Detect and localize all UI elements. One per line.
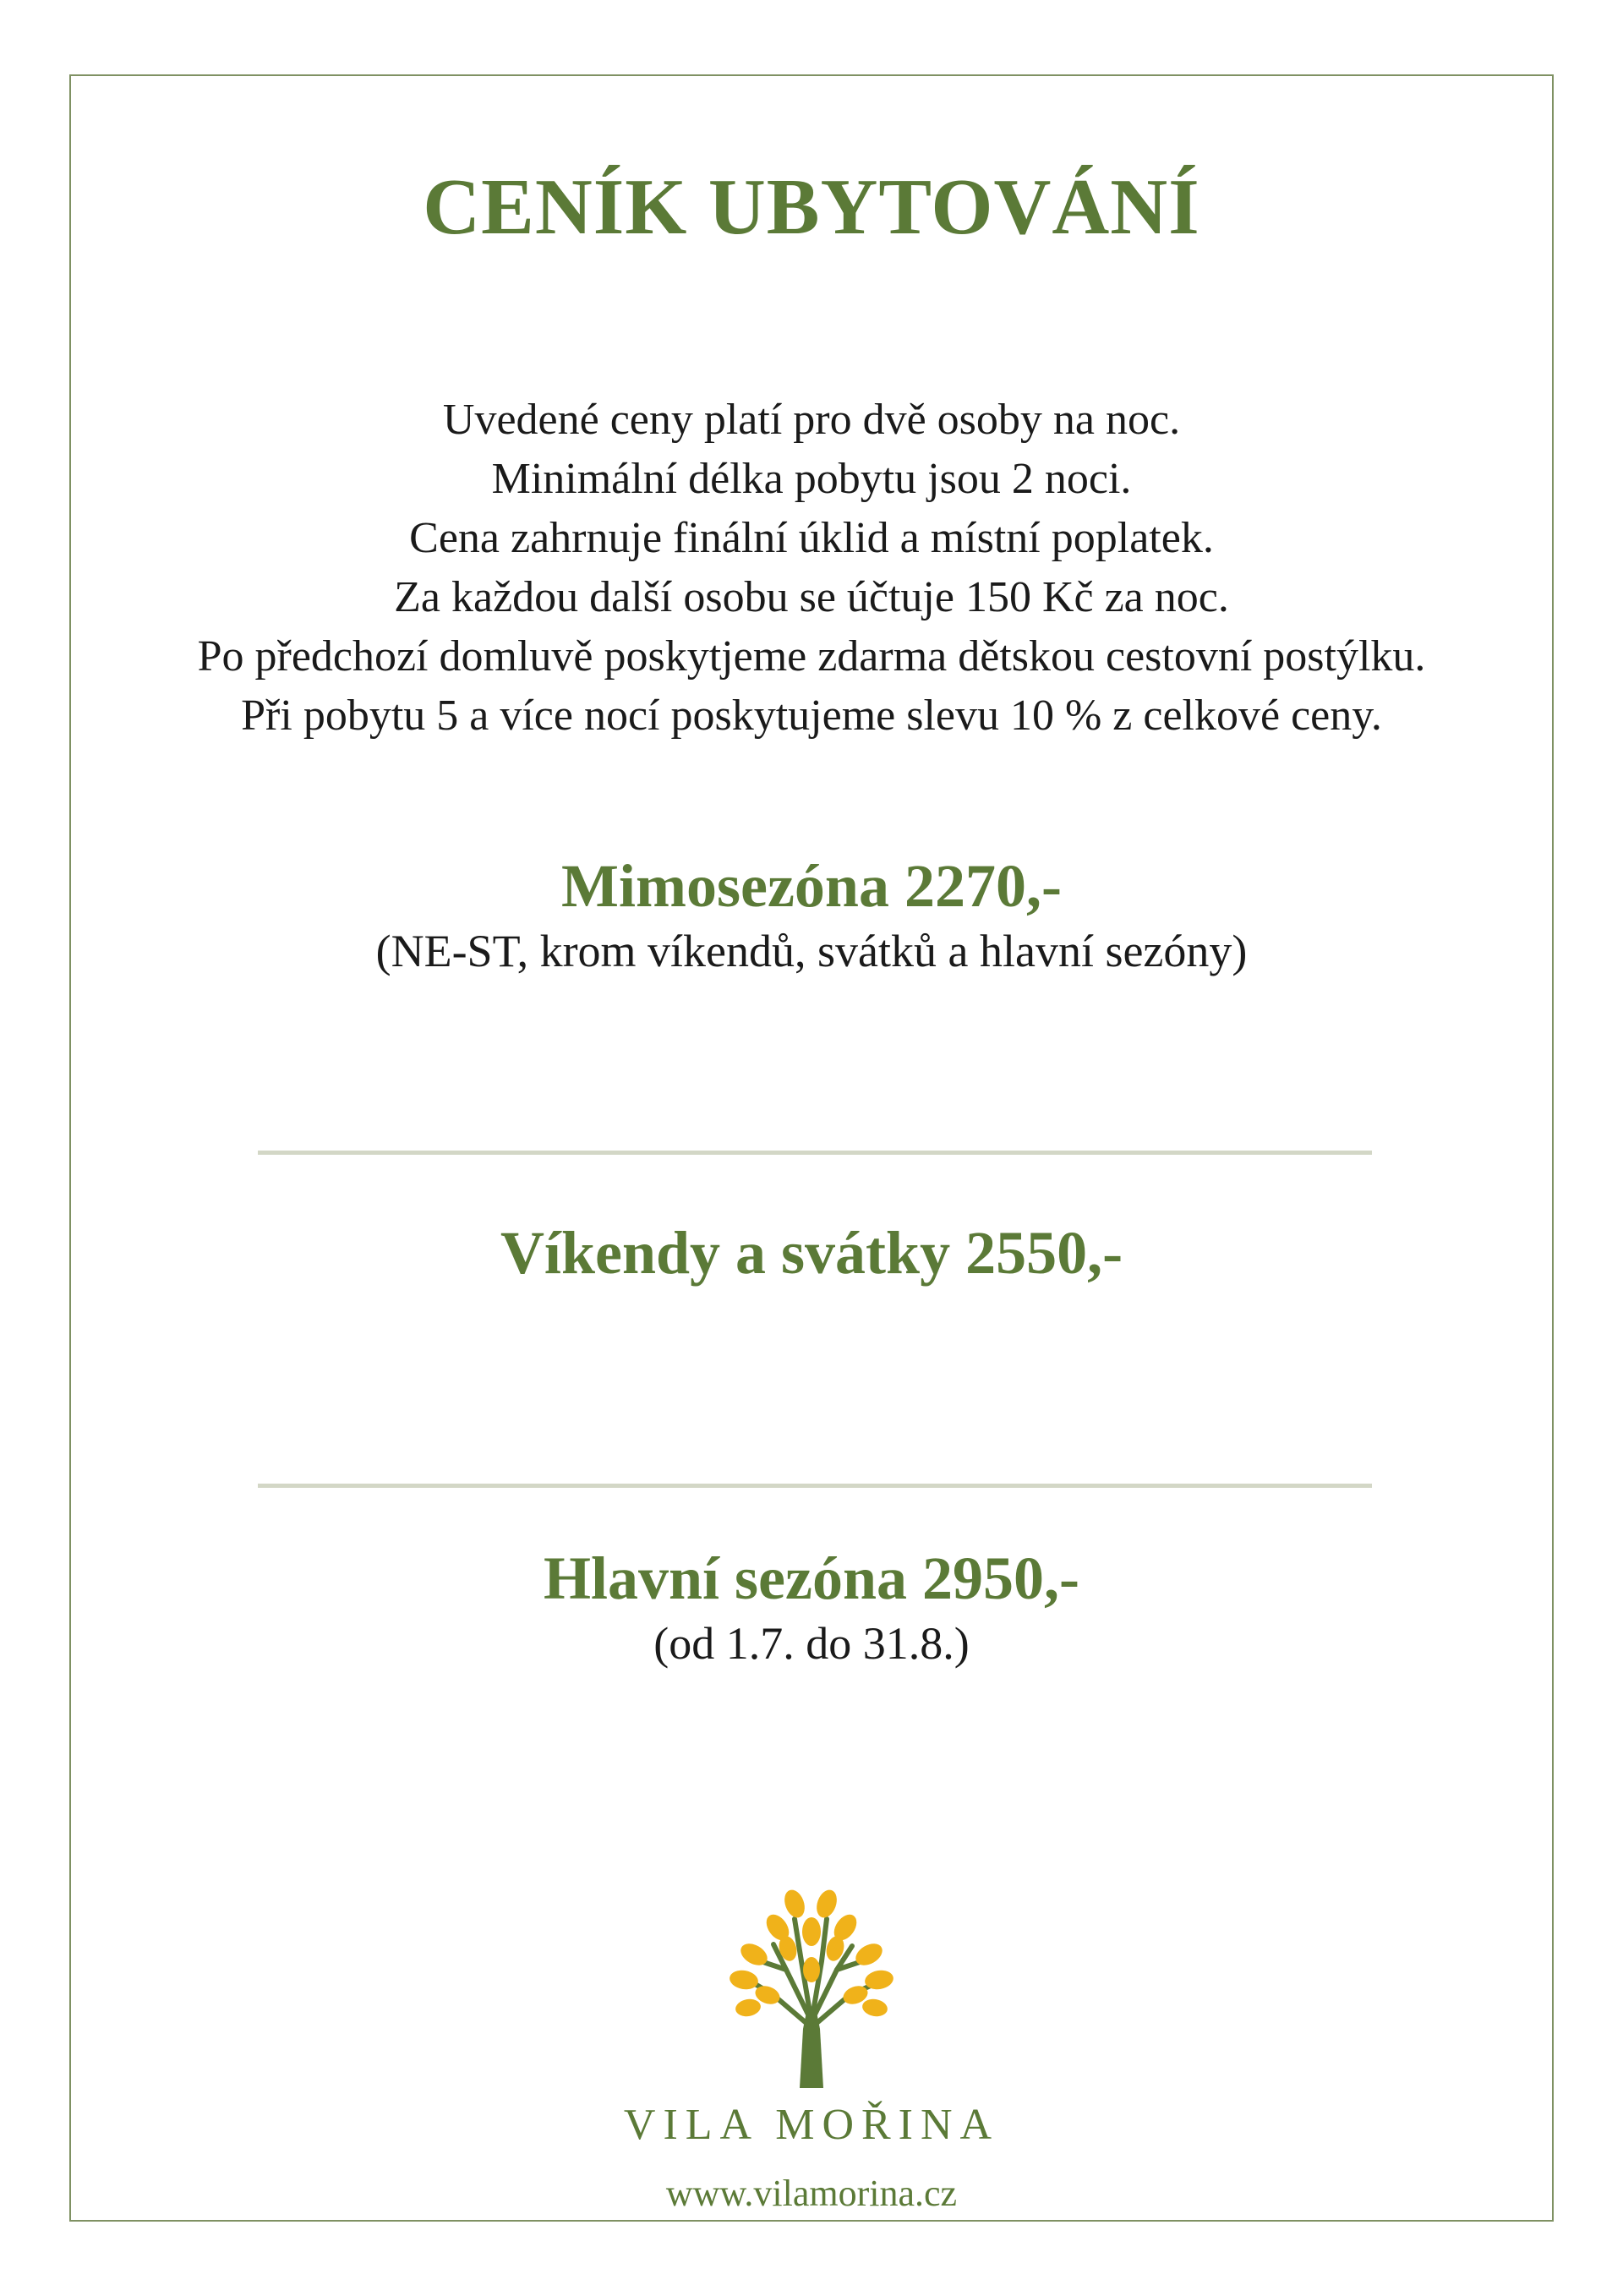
info-line: Cena zahrnuje finální úklid a místní poplatek. xyxy=(409,514,1214,562)
divider xyxy=(258,1151,1372,1155)
season-title: Víkendy a svátky 2550,- xyxy=(500,1219,1123,1287)
page-title: CENÍK UBYTOVÁNÍ xyxy=(423,163,1200,251)
info-line: Po předchozí domluvě poskytjeme zdarma dětskou cestovní postýlku. xyxy=(197,632,1426,681)
tree-icon xyxy=(727,1885,896,2088)
season-note: (od 1.7. do 31.8.) xyxy=(653,1618,970,1669)
season-weekends xyxy=(0,1217,1623,1288)
info-list xyxy=(0,391,1623,746)
info-line: Za každou další osobu se účtuje 150 Kč za noc. xyxy=(394,573,1229,621)
info-line: Při pobytu 5 a více nocí poskytujeme slevu 10 % z celkové ceny. xyxy=(241,692,1382,740)
season-title: Hlavní sezóna 2950,- xyxy=(543,1544,1079,1612)
season-main xyxy=(0,1543,1623,1673)
info-line: Uvedené ceny platí pro dvě osoby na noc. xyxy=(442,396,1181,444)
season-note: (NE-ST, krom víkendů, svátků a hlavní sezóny) xyxy=(375,926,1248,976)
website-link[interactable]: www.vilamorina.cz xyxy=(665,2173,958,2214)
season-title: Mimosezóna 2270,- xyxy=(561,852,1062,920)
info-line: Minimální délka pobytu jsou 2 noci. xyxy=(491,455,1132,503)
divider xyxy=(258,1484,1372,1488)
season-offseason xyxy=(0,850,1623,981)
brand-name: VILA MOŘINA xyxy=(623,2101,1000,2149)
